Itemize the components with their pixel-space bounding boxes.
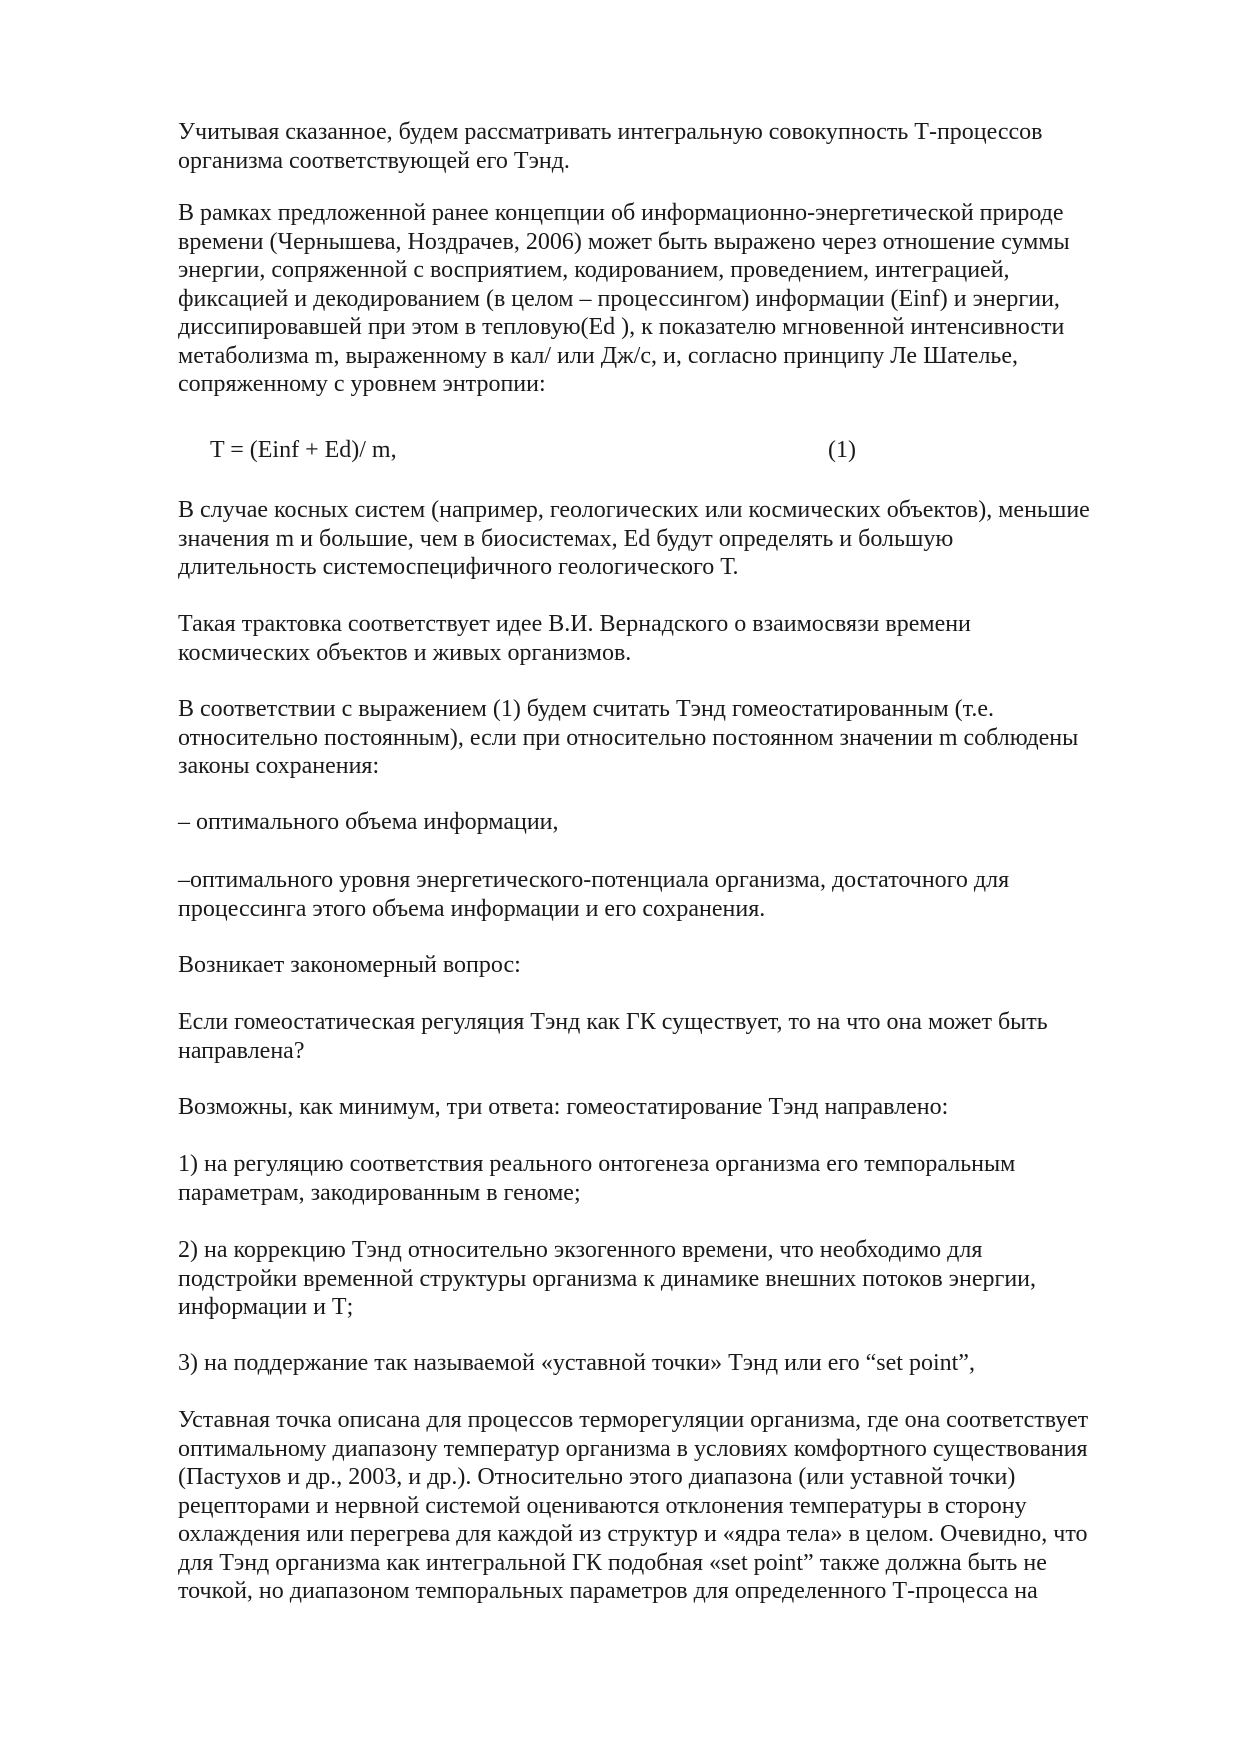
text-line: значения m и большие, чем в биосистемах, Ed будут определять и большую — [178, 525, 954, 552]
text-line: длительность системоспецифичного геологического Т. — [178, 554, 739, 580]
text-line: метаболизма m, выраженному в кал/ или Дж/с, и, согласно принципу Ле Шателье, — [178, 342, 1019, 369]
text-line: 1) на регуляцию соответствия реального онтогенеза организма его темпоральным — [178, 1151, 1016, 1177]
text-line: космических объектов и живых организмов. — [178, 639, 632, 666]
paragraph-2 — [178, 199, 1148, 399]
paragraph-11 — [178, 1150, 1148, 1207]
text-line: –оптимального уровня энергетического-потенциала организма, достаточного для — [178, 867, 1010, 893]
paragraph-12 — [178, 1236, 1148, 1322]
text-line: подстройки временной структуры организма к динамике внешних потоков энергии, — [178, 1265, 1037, 1292]
paragraph-3 — [178, 496, 1148, 582]
text-line: охлаждения или перегрева для каждой из структур и «ядра тела» в целом. Очевидно, что — [178, 1521, 1088, 1547]
paragraph-5 — [178, 695, 1148, 781]
text-line: энергии, сопряженной с восприятием, кодированием, проведением, интеграцией, — [178, 257, 1010, 283]
paragraph-4 — [178, 610, 1148, 667]
text-line: организма соответствующей его Тэнд. — [178, 147, 570, 174]
text-line: 2) на коррекцию Тэнд относительно экзогенного времени, что необходимо для — [178, 1237, 983, 1263]
text-line: относительно постоянным), если при относительно постоянном значении m соблюдены — [178, 724, 1079, 751]
text-line: точкой, но диапазоном темпоральных параметров для определенного Т-процесса на — [178, 1578, 1038, 1604]
text-line: процессинга этого объема информации и его сохранения. — [178, 895, 766, 922]
text-line: Учитывая сказанное, будем рассматривать интегральную совокупность Т-процессов — [178, 119, 1043, 145]
text-line: направлена? — [178, 1037, 305, 1064]
text-line: В случае косных систем (например, геологических или космических объектов), меньшие — [178, 497, 1090, 523]
text-line: информации и Т; — [178, 1294, 354, 1320]
text-line: сопряженному с уровнем энтропии: — [178, 371, 546, 397]
paragraph-6 — [178, 808, 1148, 837]
formula-number: (1) — [828, 437, 856, 463]
text-line: В соответствии с выражением (1) будем считать Тэнд гомеостатированным (т.е. — [178, 696, 995, 722]
paragraph-14 — [178, 1406, 1148, 1606]
text-line: законы сохранения: — [178, 753, 380, 779]
text-line: – оптимального объема информации, — [178, 809, 559, 835]
text-line: Такая трактовка соответствует идее В.И. Вернадского о взаимосвязи времени — [178, 611, 971, 637]
text-line: 3) на поддержание так называемой «уставной точки» Тэнд или его “set point”, — [178, 1350, 975, 1376]
paragraph-9 — [178, 1008, 1148, 1065]
text-line: (Пастухов и др., 2003, и др.). Относительно этого диапазона (или уставной точки) — [178, 1464, 1016, 1490]
formula: T = (Einf + Ed)/ m, — [210, 437, 397, 463]
paragraph-8 — [178, 951, 1148, 980]
paragraph-1 — [178, 118, 1148, 175]
text-line: рецепторами и нервной системой оцениваются отклонения температуры в сторону — [178, 1492, 1027, 1519]
text-line: диссипировавшей при этом в тепловую(Ed ), к показателю мгновенной интенсивности — [178, 314, 1065, 340]
text-line: Уставная точка описана для процессов терморегуляции организма, где она соответствует — [178, 1407, 1089, 1433]
text-line: В рамках предложенной ранее концепции об информационно-энергетической природе — [178, 200, 1064, 226]
text-line: фиксацией и декодированием (в целом – процессингом) информации (Einf) и энергии, — [178, 285, 1060, 312]
paragraph-10 — [178, 1093, 1148, 1122]
text-line: оптимальному диапазону температур организма в условиях комфортного существования — [178, 1435, 1088, 1462]
paragraph-13 — [178, 1349, 1148, 1378]
text-line: для Тэнд организма как интегральной ГК подобная «set point” также должна быть не — [178, 1549, 1047, 1576]
text-line: Возникает закономерный вопрос: — [178, 952, 521, 978]
text-line: Если гомеостатическая регуляция Тэнд как ГК существует, то на что она может быть — [178, 1009, 1048, 1035]
text-line: Возможны, как минимум, три ответа: гомеостатирование Тэнд направлено: — [178, 1094, 949, 1120]
text-line: времени (Чернышева, Ноздрачев, 2006) может быть выражено через отношение суммы — [178, 228, 1070, 255]
text-line: параметрам, закодированным в геноме; — [178, 1179, 581, 1206]
paragraph-7 — [178, 866, 1148, 923]
